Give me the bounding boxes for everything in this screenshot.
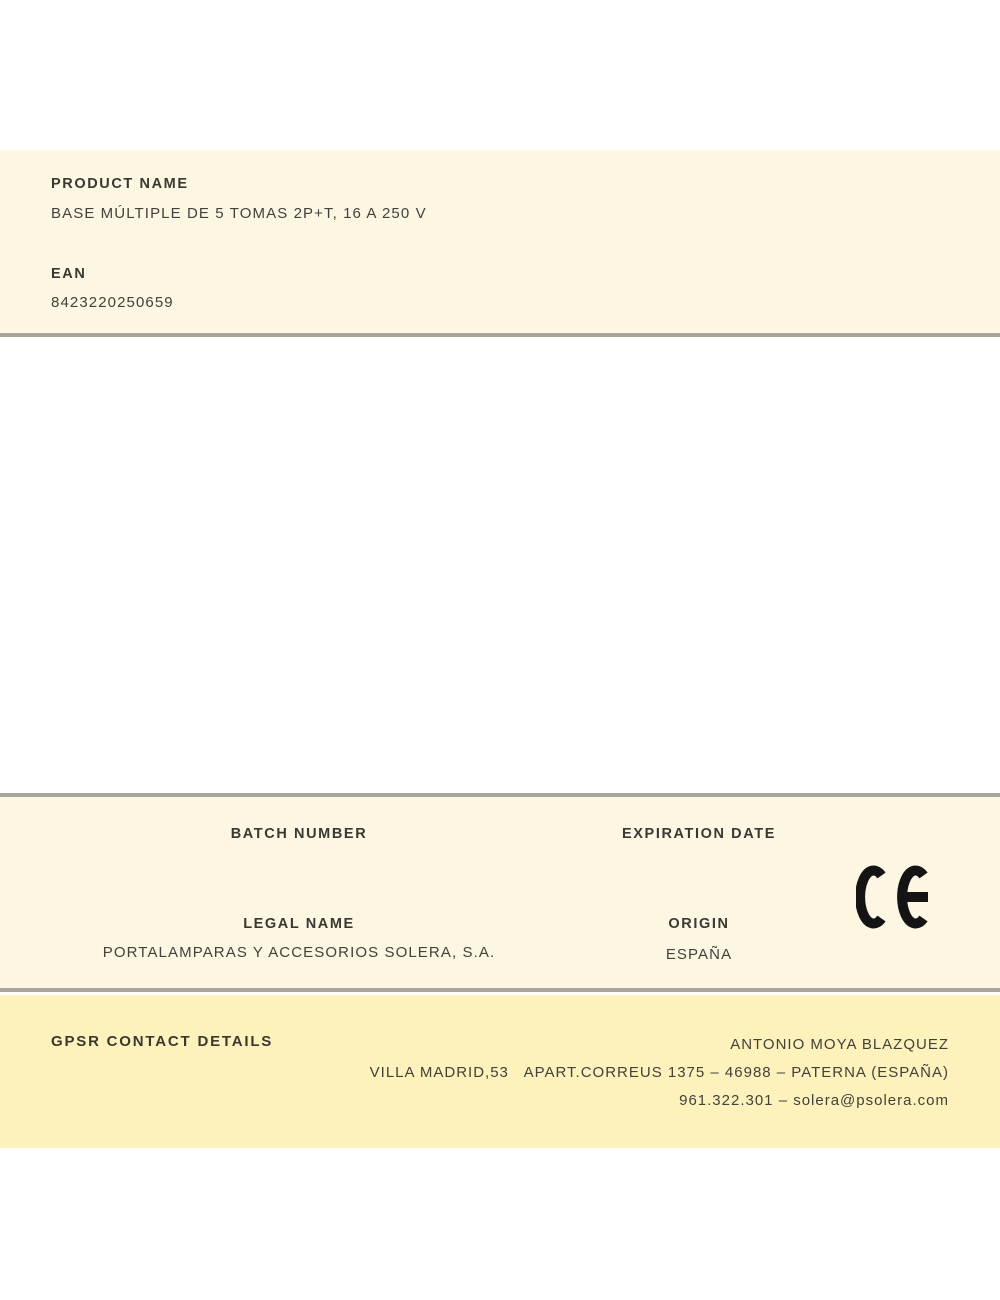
ean-label: EAN — [51, 266, 87, 282]
gpsr-contact-name: ANTONIO MOYA BLAZQUEZ — [730, 1036, 949, 1053]
product-info-section — [0, 150, 1000, 337]
gpsr-contact-label: GPSR CONTACT DETAILS — [51, 1033, 274, 1050]
expiration-date-label: EXPIRATION DATE — [622, 826, 776, 842]
ce-mark-icon — [856, 865, 940, 929]
origin-value: ESPAÑA — [665, 946, 733, 963]
product-name-value: BASE MÚLTIPLE DE 5 TOMAS 2P+T, 16 A 250 V — [51, 205, 427, 222]
batch-legal-section — [0, 793, 1000, 992]
batch-number-label: BATCH NUMBER — [230, 826, 368, 842]
gpsr-contact-address: VILLA MADRID,53 APART.CORREUS 1375 – 46988 – PATERNA (ESPAÑA) — [369, 1064, 949, 1081]
origin-label: ORIGIN — [668, 916, 730, 932]
ean-value: 8423220250659 — [51, 294, 174, 311]
legal-name-value: PORTALAMPARAS Y ACCESORIOS SOLERA, S.A. — [102, 944, 496, 961]
gpsr-contact-section — [0, 995, 1000, 1148]
product-name-label: PRODUCT NAME — [51, 176, 189, 192]
gpsr-contact-phone-email: 961.322.301 – solera@psolera.com — [679, 1092, 949, 1109]
gpsr-contact-block — [370, 1031, 949, 1115]
legal-name-label: LEGAL NAME — [243, 916, 355, 932]
